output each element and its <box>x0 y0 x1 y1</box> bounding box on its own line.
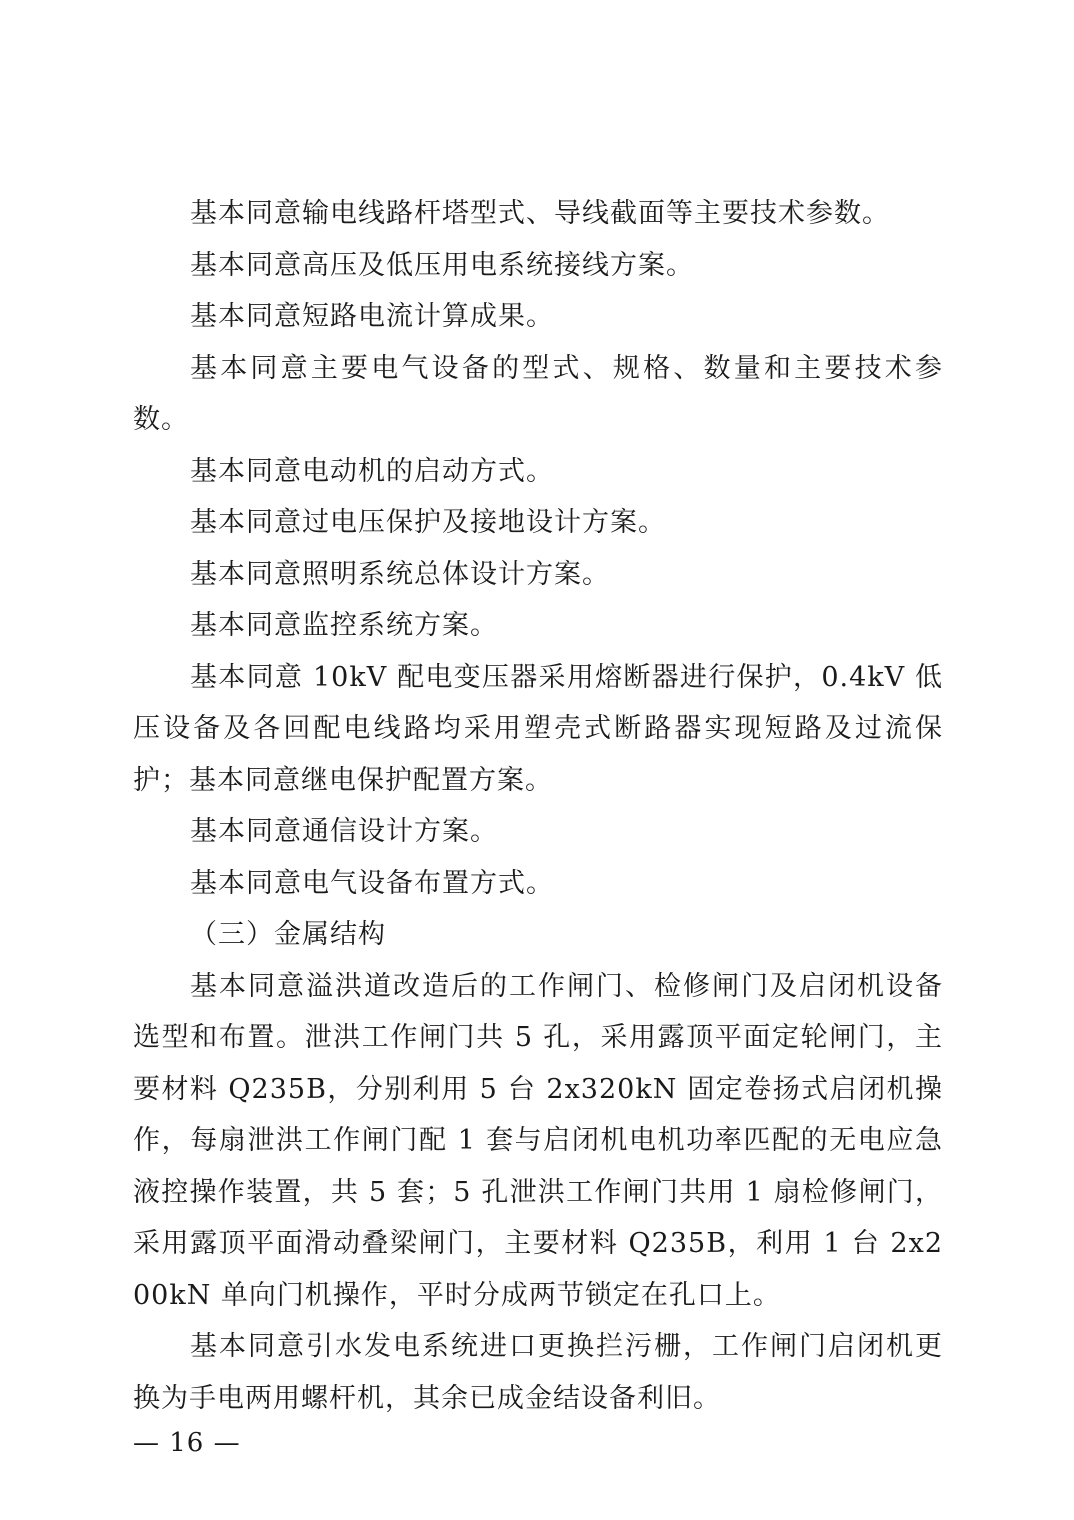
paragraph-power-wiring: 基本同意高压及低压用电系统接线方案。 <box>190 249 694 281</box>
paragraph-spillway-gates: 基本同意溢洪道改造后的工作闸门、检修闸门及启闭机设备选型和布置。泄洪工作闸门共 5 孔，采用露顶平面定轮闸门，主要材料 Q235B，分别利用 5 台 2x320kN 固定卷扬式启闭机操作，每扇泄洪工作闸门配 1 套与启闭机电机功率匹配的无电应急液控操作装置，共 5 套；5 孔泄洪工作闸门共用 1 扇检修闸门，采用露顶平面滑动叠梁闸门，主要材料 Q235B，利用 1 台 2x200kN 单向门机操作，平时分成两节锁定在孔口上。 <box>133 970 943 1311</box>
paragraph-lighting: 基本同意照明系统总体设计方案。 <box>190 558 610 590</box>
document-body <box>133 188 943 1424</box>
paragraph-electrical-equipment: 基本同意主要电气设备的型式、规格、数量和主要技术参数。 <box>133 352 943 435</box>
paragraph-protection: 基本同意 10kV 配电变压器采用熔断器进行保护，0.4kV 低压设备及各回配电线路均采用塑壳式断路器实现短路及过流保护；基本同意继电保护配置方案。 <box>133 661 943 796</box>
paragraph-transmission-line: 基本同意输电线路杆塔型式、导线截面等主要技术参数。 <box>190 198 890 229</box>
section-heading-metal-structure: （三）金属结构 <box>190 919 386 950</box>
paragraph-communication: 基本同意通信设计方案。 <box>190 816 498 847</box>
paragraph-intake-system: 基本同意引水发电系统进口更换拦污栅，工作闸门启闭机更换为手电两用螺杆机，其余已成金结设备利旧。 <box>133 1331 943 1414</box>
paragraph-overvoltage: 基本同意过电压保护及接地设计方案。 <box>190 507 666 538</box>
paragraph-monitoring: 基本同意监控系统方案。 <box>190 610 498 641</box>
page-number: — 16 — <box>133 1428 241 1458</box>
paragraph-short-circuit: 基本同意短路电流计算成果。 <box>190 301 554 332</box>
paragraph-motor-start: 基本同意电动机的启动方式。 <box>190 455 554 487</box>
paragraph-equipment-layout: 基本同意电气设备布置方式。 <box>190 867 554 899</box>
